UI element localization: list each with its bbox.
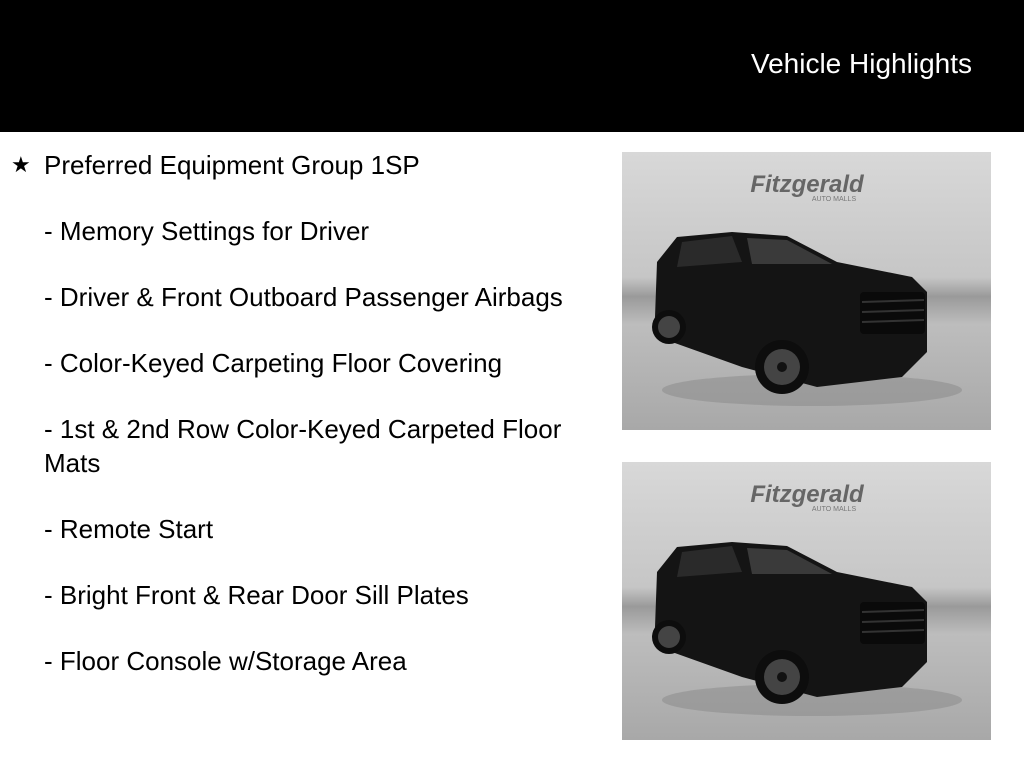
list-item: ★ Preferred Equipment Group 1SP [11,150,420,180]
list-item: - Memory Settings for Driver [44,216,370,246]
list-item: - 1st & 2nd Row Color-Keyed Carpeted Floor Mats [44,414,562,478]
vehicle-photo [622,462,991,740]
page-title: Vehicle Highlights [750,48,972,79]
highlights-list [0,148,600,710]
list-item: - Driver & Front Outboard Passenger Airbags [44,282,563,312]
svg-text:Fitzgerald: Fitzgerald [750,481,864,508]
svg-text:Fitzgerald: Fitzgerald [750,171,864,198]
star-icon: ★ [11,152,31,177]
list-item: - Remote Start [44,514,214,544]
svg-text:AUTO MALLS: AUTO MALLS [811,196,857,203]
header-bar [0,0,1024,132]
list-item: - Color-Keyed Carpeting Floor Covering [44,348,503,378]
list-item: - Floor Console w/Storage Area [44,646,407,676]
svg-text:AUTO MALLS: AUTO MALLS [811,506,857,513]
vehicle-photo [622,152,991,430]
list-item: - Bright Front & Rear Door Sill Plates [44,580,469,610]
